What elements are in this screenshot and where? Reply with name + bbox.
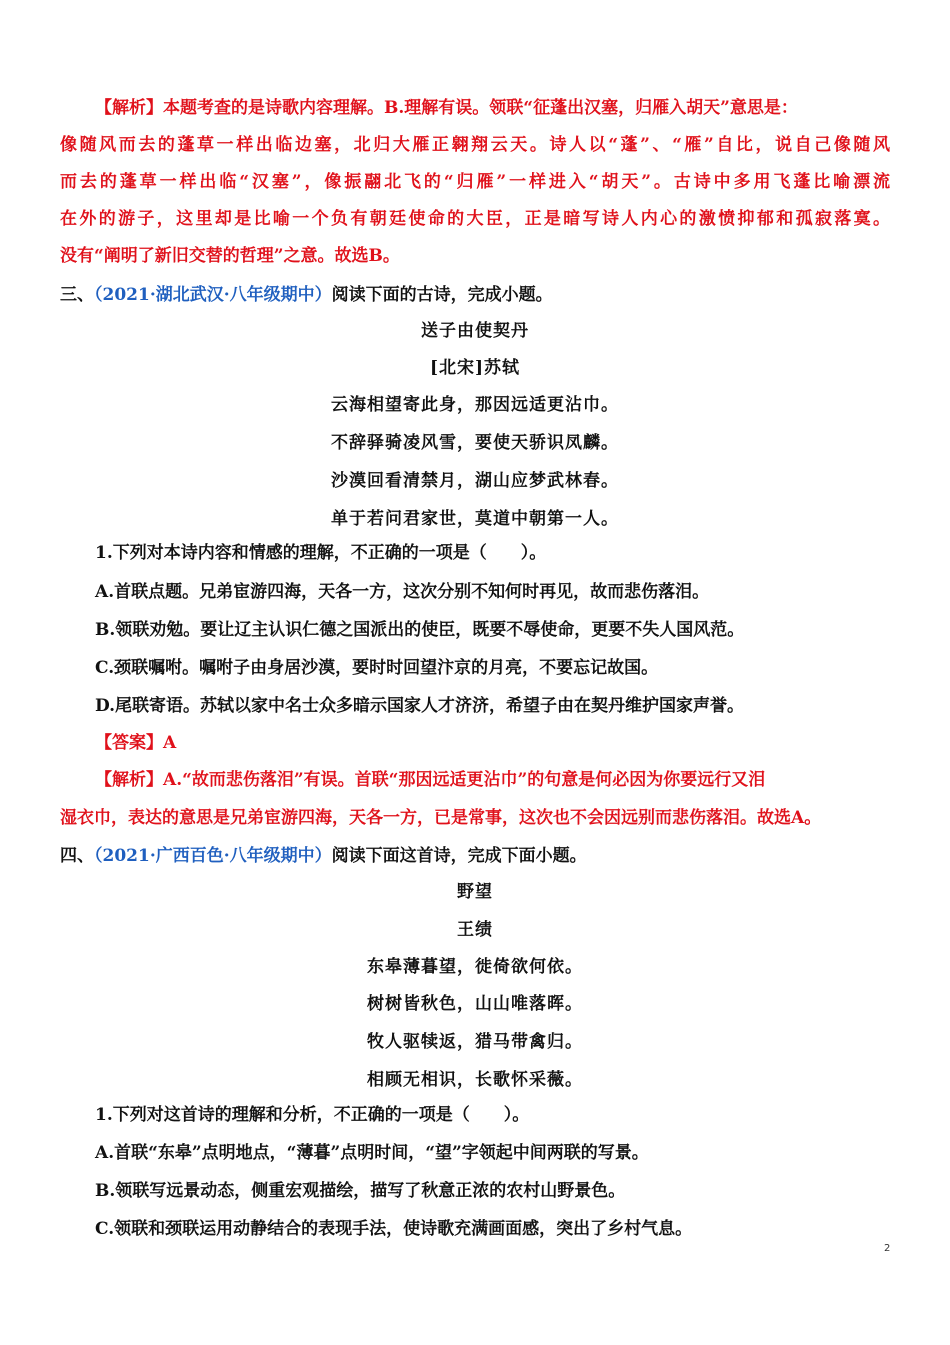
analysis-line-5: 没有“阐明了新旧交替的哲理”之意。故选B。: [60, 246, 400, 266]
poem-line: 牧人驱犊返，猎马带禽归。: [367, 1032, 583, 1052]
option-c: C.领联和颈联运用动静结合的表现手法，使诗歌充满画面感，突出了乡村气息。: [95, 1219, 693, 1239]
analysis-line-4: 在外的游子，这里却是比喻一个负有朝廷使命的大臣，正是暗写诗人内心的激愤抑郁和孤寂落寞。: [60, 209, 890, 229]
answer: 【答案】A: [95, 733, 177, 753]
analysis-line-3: 而去的蓬草一样出临“汉塞”，像振翮北飞的“归雁”一样进入“胡天”。古诗中多用飞蓬比喻漂流: [60, 172, 890, 192]
analysis-line-2: 像随风而去的蓬草一样出临边塞，北归大雁正翱翔云天。诗人以“蓬”、“雁”自比，说自己像随风: [60, 135, 890, 155]
analysis-tag: 【解析】: [95, 98, 163, 118]
option-d: D.尾联寄语。苏轼以家中名士众多暗示国家人才济济，希望子由在契丹维护国家声誉。: [95, 696, 745, 716]
section4-header: 四、（2021·广西百色·八年级期中）阅读下面这首诗，完成下面小题。: [60, 846, 587, 866]
poem-author: [北宋]苏轼: [429, 358, 521, 378]
poem-line: 沙漠回看清禁月，湖山应梦武林春。: [331, 471, 619, 491]
option-b: B.领联劝勉。要让辽主认识仁德之国派出的使臣，既要不辱使命，更要不失人国风范。: [95, 620, 745, 640]
poem-line: 云海相望寄此身，那因远适更沾巾。: [331, 395, 619, 415]
poem-title: 野望: [457, 882, 493, 902]
poem-line: 东皋薄暮望，徙倚欲何依。: [367, 957, 583, 977]
section4-source: （2021·广西百色·八年级期中）: [94, 846, 332, 866]
poem-author: 王绩: [457, 920, 493, 940]
analysis2-line-2: 湿衣巾，表达的意思是兄弟宦游四海，天各一方，已是常事，这次也不会因远别而悲伤落泪。故选A。: [60, 808, 822, 828]
section3-header: 三、（2021·湖北武汉·八年级期中）阅读下面的古诗，完成小题。: [60, 285, 553, 305]
analysis2-line-1: 【解析】A.“故而悲伤落泪”有误。首联“那因远适更沾巾”的句意是何必因为你要远行又泪: [95, 770, 766, 790]
section3-source: （2021·湖北武汉·八年级期中）: [94, 285, 332, 305]
poem-title: 送子由使契丹: [421, 321, 529, 341]
option-a: A.首联点题。兄弟宦游四海，天各一方，这次分别不知何时再见，故而悲伤落泪。: [95, 582, 710, 602]
question: 1.下列对本诗内容和情感的理解，不正确的一项是（ ）。: [95, 543, 547, 563]
option-b: B.领联写远景动态，侧重宏观描绘，描写了秋意正浓的农村山野景色。: [95, 1181, 626, 1201]
option-c: C.颈联嘱咐。嘱咐子由身居沙漠，要时时回望汴京的月亮，不要忘记故国。: [95, 658, 659, 678]
poem-line: 树树皆秋色，山山唯落晖。: [367, 994, 583, 1014]
answer-value: A: [163, 733, 177, 753]
poem-line: 相顾无相识，长歌怀采薇。: [367, 1070, 583, 1090]
poem-line: 不辞驿骑凌风雪，要使天骄识凤麟。: [331, 433, 619, 453]
poem-line: 单于若问君家世，莫道中朝第一人。: [331, 509, 619, 529]
question: 1.下列对这首诗的理解和分析，不正确的一项是（ ）。: [95, 1105, 530, 1125]
analysis-line-1: 【解析】本题考查的是诗歌内容理解。B.理解有误。领联“征蓬出汉塞，归雁入胡天”意思是：: [95, 98, 798, 118]
option-a: A.首联“东皋”点明地点，“薄暮”点明时间，“望”字领起中间两联的写景。: [95, 1143, 649, 1163]
page-number: 2: [884, 1243, 891, 1254]
